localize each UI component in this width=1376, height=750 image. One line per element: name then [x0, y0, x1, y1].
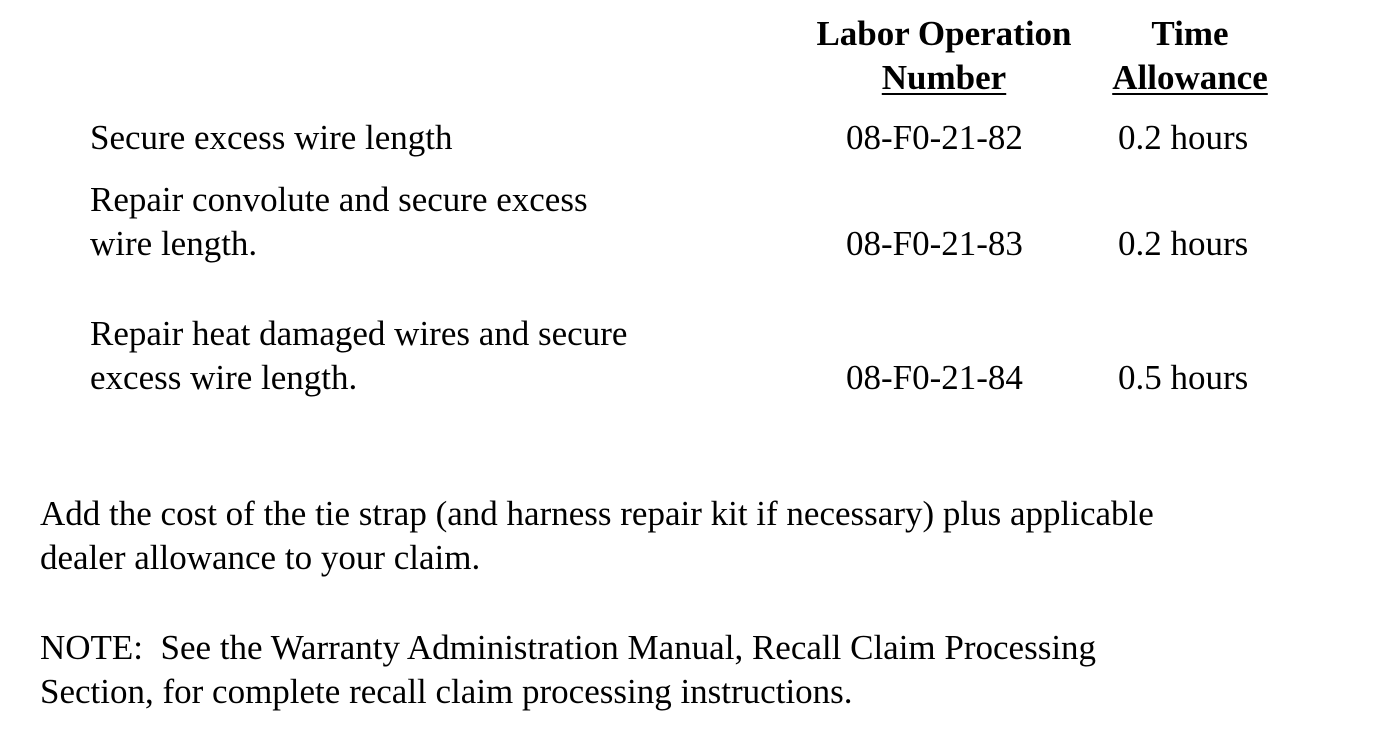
row-1-time: 0.2 hours	[1118, 118, 1249, 157]
header-labor-operation	[800, 12, 1088, 100]
note-paragraph-line1: NOTE: See the Warranty Administration Manual, Recall Claim Processing	[40, 628, 1097, 667]
row-2-labor-op: 08-F0-21-83	[846, 224, 1023, 263]
cost-paragraph	[40, 492, 1350, 580]
row-1-labor-op: 08-F0-21-82	[846, 118, 1023, 157]
row-3-labor-op: 08-F0-21-84	[846, 358, 1023, 397]
row-3-description-line1: Repair heat damaged wires and secure	[90, 314, 628, 353]
header-labor-operation-line1: Labor Operation	[816, 14, 1072, 53]
row-1-description: Secure excess wire length	[90, 118, 453, 157]
header-time-allowance-line1: Time	[1151, 14, 1229, 53]
row-3-time: 0.5 hours	[1118, 358, 1249, 397]
cost-paragraph-line1: Add the cost of the tie strap (and harness repair kit if necessary) plus applicable	[40, 494, 1154, 533]
note-paragraph-line2: Section, for complete recall claim processing instructions.	[40, 672, 853, 711]
row-2-description-line2: wire length.	[90, 224, 258, 263]
header-labor-operation-line2: Number	[881, 58, 1007, 97]
note-paragraph	[40, 626, 1350, 714]
row-2-time: 0.2 hours	[1118, 224, 1249, 263]
header-time-allowance-line2: Allowance	[1112, 58, 1268, 97]
row-3-description-line2: excess wire length.	[90, 358, 358, 397]
row-2-description-line1: Repair convolute and secure excess	[90, 180, 588, 219]
header-time-allowance	[1098, 12, 1282, 100]
cost-paragraph-line2: dealer allowance to your claim.	[40, 538, 481, 577]
